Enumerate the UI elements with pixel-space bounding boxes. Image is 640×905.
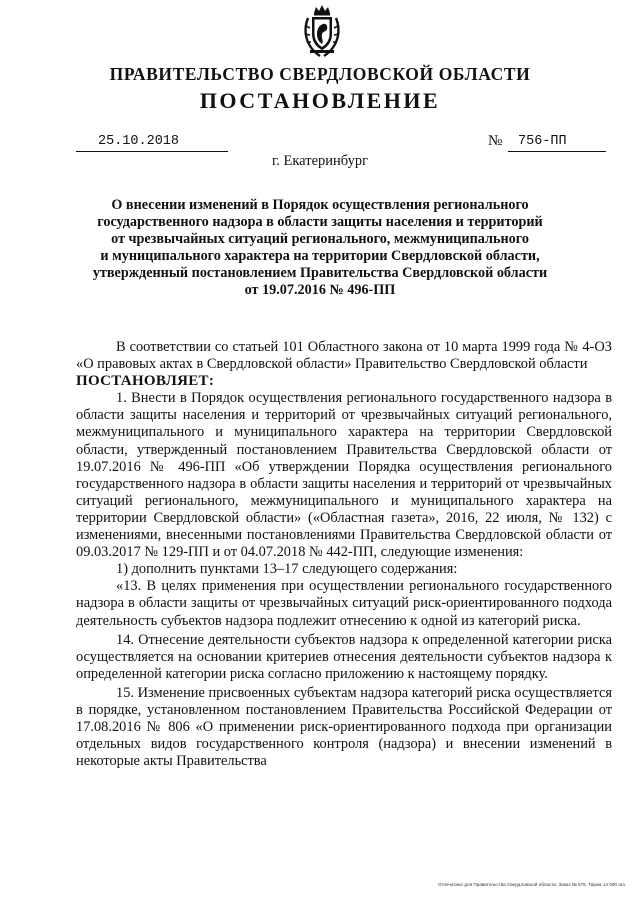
city: г. Екатеринбург (271, 153, 369, 169)
title-line: О внесении изменений в Порядок осуществления регионального (111, 197, 529, 213)
organization-name: ПРАВИТЕЛЬСТВО СВЕРДЛОВСКОЙ ОБЛАСТИ (109, 64, 531, 84)
title-line: от 19.07.2016 № 496-ПП (244, 282, 396, 298)
number-sign: № (488, 133, 503, 149)
paragraph-15: 15. Изменение присвоенных субъектам надзора категорий риска осуществляется в порядке, установленном постановлением Правительства Российской Федерации от 17.08.2016 № 806 «О применении риск-ориентированного подхода при организации отдельных видов государственного контроля (надзора) и внесении изменений в некоторые акты Правительства (76, 684, 612, 770)
document-type: ПОСТАНОВЛЕНИЕ (199, 88, 441, 113)
document-date: 25.10.2018 (98, 134, 180, 149)
title-line: утвержденный постановлением Правительства Свердловской области (92, 265, 548, 281)
document-body (76, 339, 612, 770)
resolves-heading: ПОСТАНОВЛЯЕТ: (76, 373, 215, 390)
date-field (76, 134, 228, 152)
paragraph-subitem-1: 1) дополнить пунктами 13–17 следующего содержания: (116, 561, 458, 578)
coat-of-arms-icon (302, 4, 342, 58)
print-footer: Отпечатано для Правительства Свердловской области. Заказ № 575. Тираж 14 000 экз. (437, 882, 626, 887)
paragraph-14: 14. Отнесение деятельности субъектов надзора к определенной категории риска осуществляется на основании критериев отнесения деятельности субъектов надзора к определенной категории риска согласно приложению к настоящему порядку. (76, 631, 612, 682)
title-line: государственного надзора в области защиты населения и территорий (97, 214, 543, 230)
paragraph-item-1: 1. Внести в Порядок осуществления регионального государственного надзора в области защиты населения и территорий от чрезвычайных ситуаций регионального, межмуниципального и муниципального характера на территории Свердловской области, утвержденный постановлением Правительства Свердловской области от 19.07.2016 № 496-ПП «Об утверждении Порядка осуществления регионального государственного надзора в области защиты населения и территорий от чрезвычайных ситуаций регионального, межмуниципального и муниципального характера на территории Свердловской области» («Областная газета», 2016, 22 июля, № 132) с изменениями, внесенными постановлениями Правительства Свердловской области от 09.03.2017 № 129-ПП и от 04.07.2018 № 442-ПП, следующие изменения: (76, 390, 612, 561)
title-line: от чрезвычайных ситуаций регионального, межмуниципального (111, 231, 529, 247)
preamble-paragraph: В соответствии со статьей 101 Областного закона от 10 марта 1999 года № 4-ОЗ «О правовых актах в Свердловской области» Правительство Свердловской области (76, 339, 612, 373)
document-number: 756-ПП (518, 134, 567, 149)
number-field (508, 134, 606, 152)
title-line: и муниципального характера на территории Свердловской области, (100, 248, 540, 264)
paragraph-13: «13. В целях применения при осуществлении регионального государственного надзора в области защиты от чрезвычайных ситуаций риск-ориентированного подхода деятельность субъектов надзора подлежит отнесению к одной из категорий риска. (76, 578, 612, 629)
document-title (80, 197, 560, 299)
